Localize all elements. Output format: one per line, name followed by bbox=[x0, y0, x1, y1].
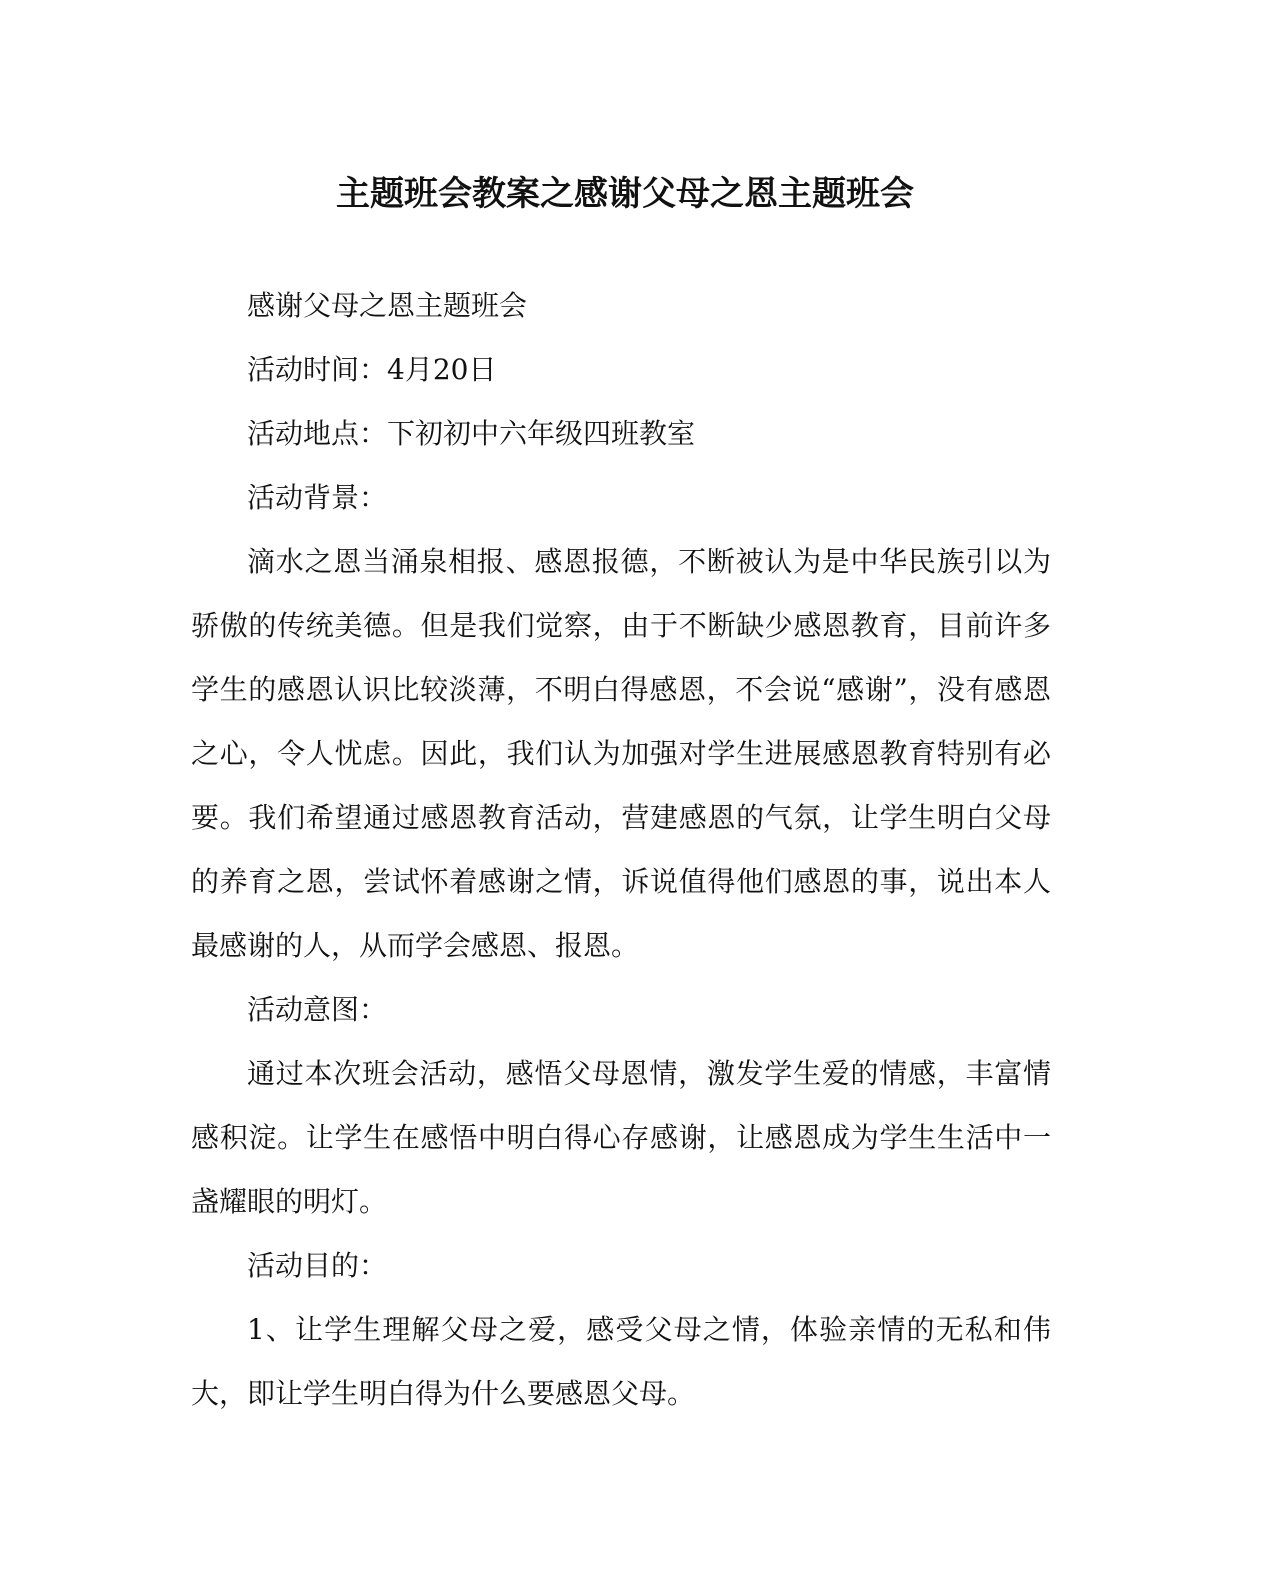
paragraph-intent-text: 通过本次班会活动，感悟父母恩情，激发学生爱的情感，丰富情感积淀。让学生在感悟中明白得心存感谢，让感恩成为学生生活中一盏耀眼的明灯。 bbox=[191, 1057, 1051, 1218]
heading-activity-intent: 活动意图： bbox=[247, 993, 388, 1026]
document-body bbox=[191, 274, 1051, 1426]
heading-activity-background: 活动背景： bbox=[247, 481, 388, 514]
heading-activity-goal: 活动目的： bbox=[247, 1249, 388, 1282]
paragraph-activity-location: 活动地点：下初初中六年级四班教室 bbox=[247, 417, 696, 450]
document-title: 主题班会教案之感谢父母之恩主题班会 bbox=[336, 174, 914, 214]
paragraph-goal-1: 1、让学生理解父母之爱，感受父母之情，体验亲情的无私和伟大，即让学生明白得为什么要感恩父母。 bbox=[191, 1313, 1051, 1410]
paragraph-background-text: 滴水之恩当涌泉相报、感恩报德，不断被认为是中华民族引以为骄傲的传统美德。但是我们觉察，由于不断缺少感恩教育，目前许多学生的感恩认识比较淡薄，不明白得感恩，不会说“感谢”，没有感恩之心，令人忧虑。因此，我们认为加强对学生进展感恩教育特别有必要。我们希望通过感恩教育活动，营建感恩的气氛，让学生明白父母的养育之恩，尝试怀着感谢之情，诉说值得他们感恩的事，说出本人最感谢的人，从而学会感恩、报恩。 bbox=[191, 545, 1051, 962]
paragraph-activity-time: 活动时间：4月20日 bbox=[247, 353, 497, 386]
paragraph-subtitle: 感谢父母之恩主题班会 bbox=[247, 289, 528, 322]
